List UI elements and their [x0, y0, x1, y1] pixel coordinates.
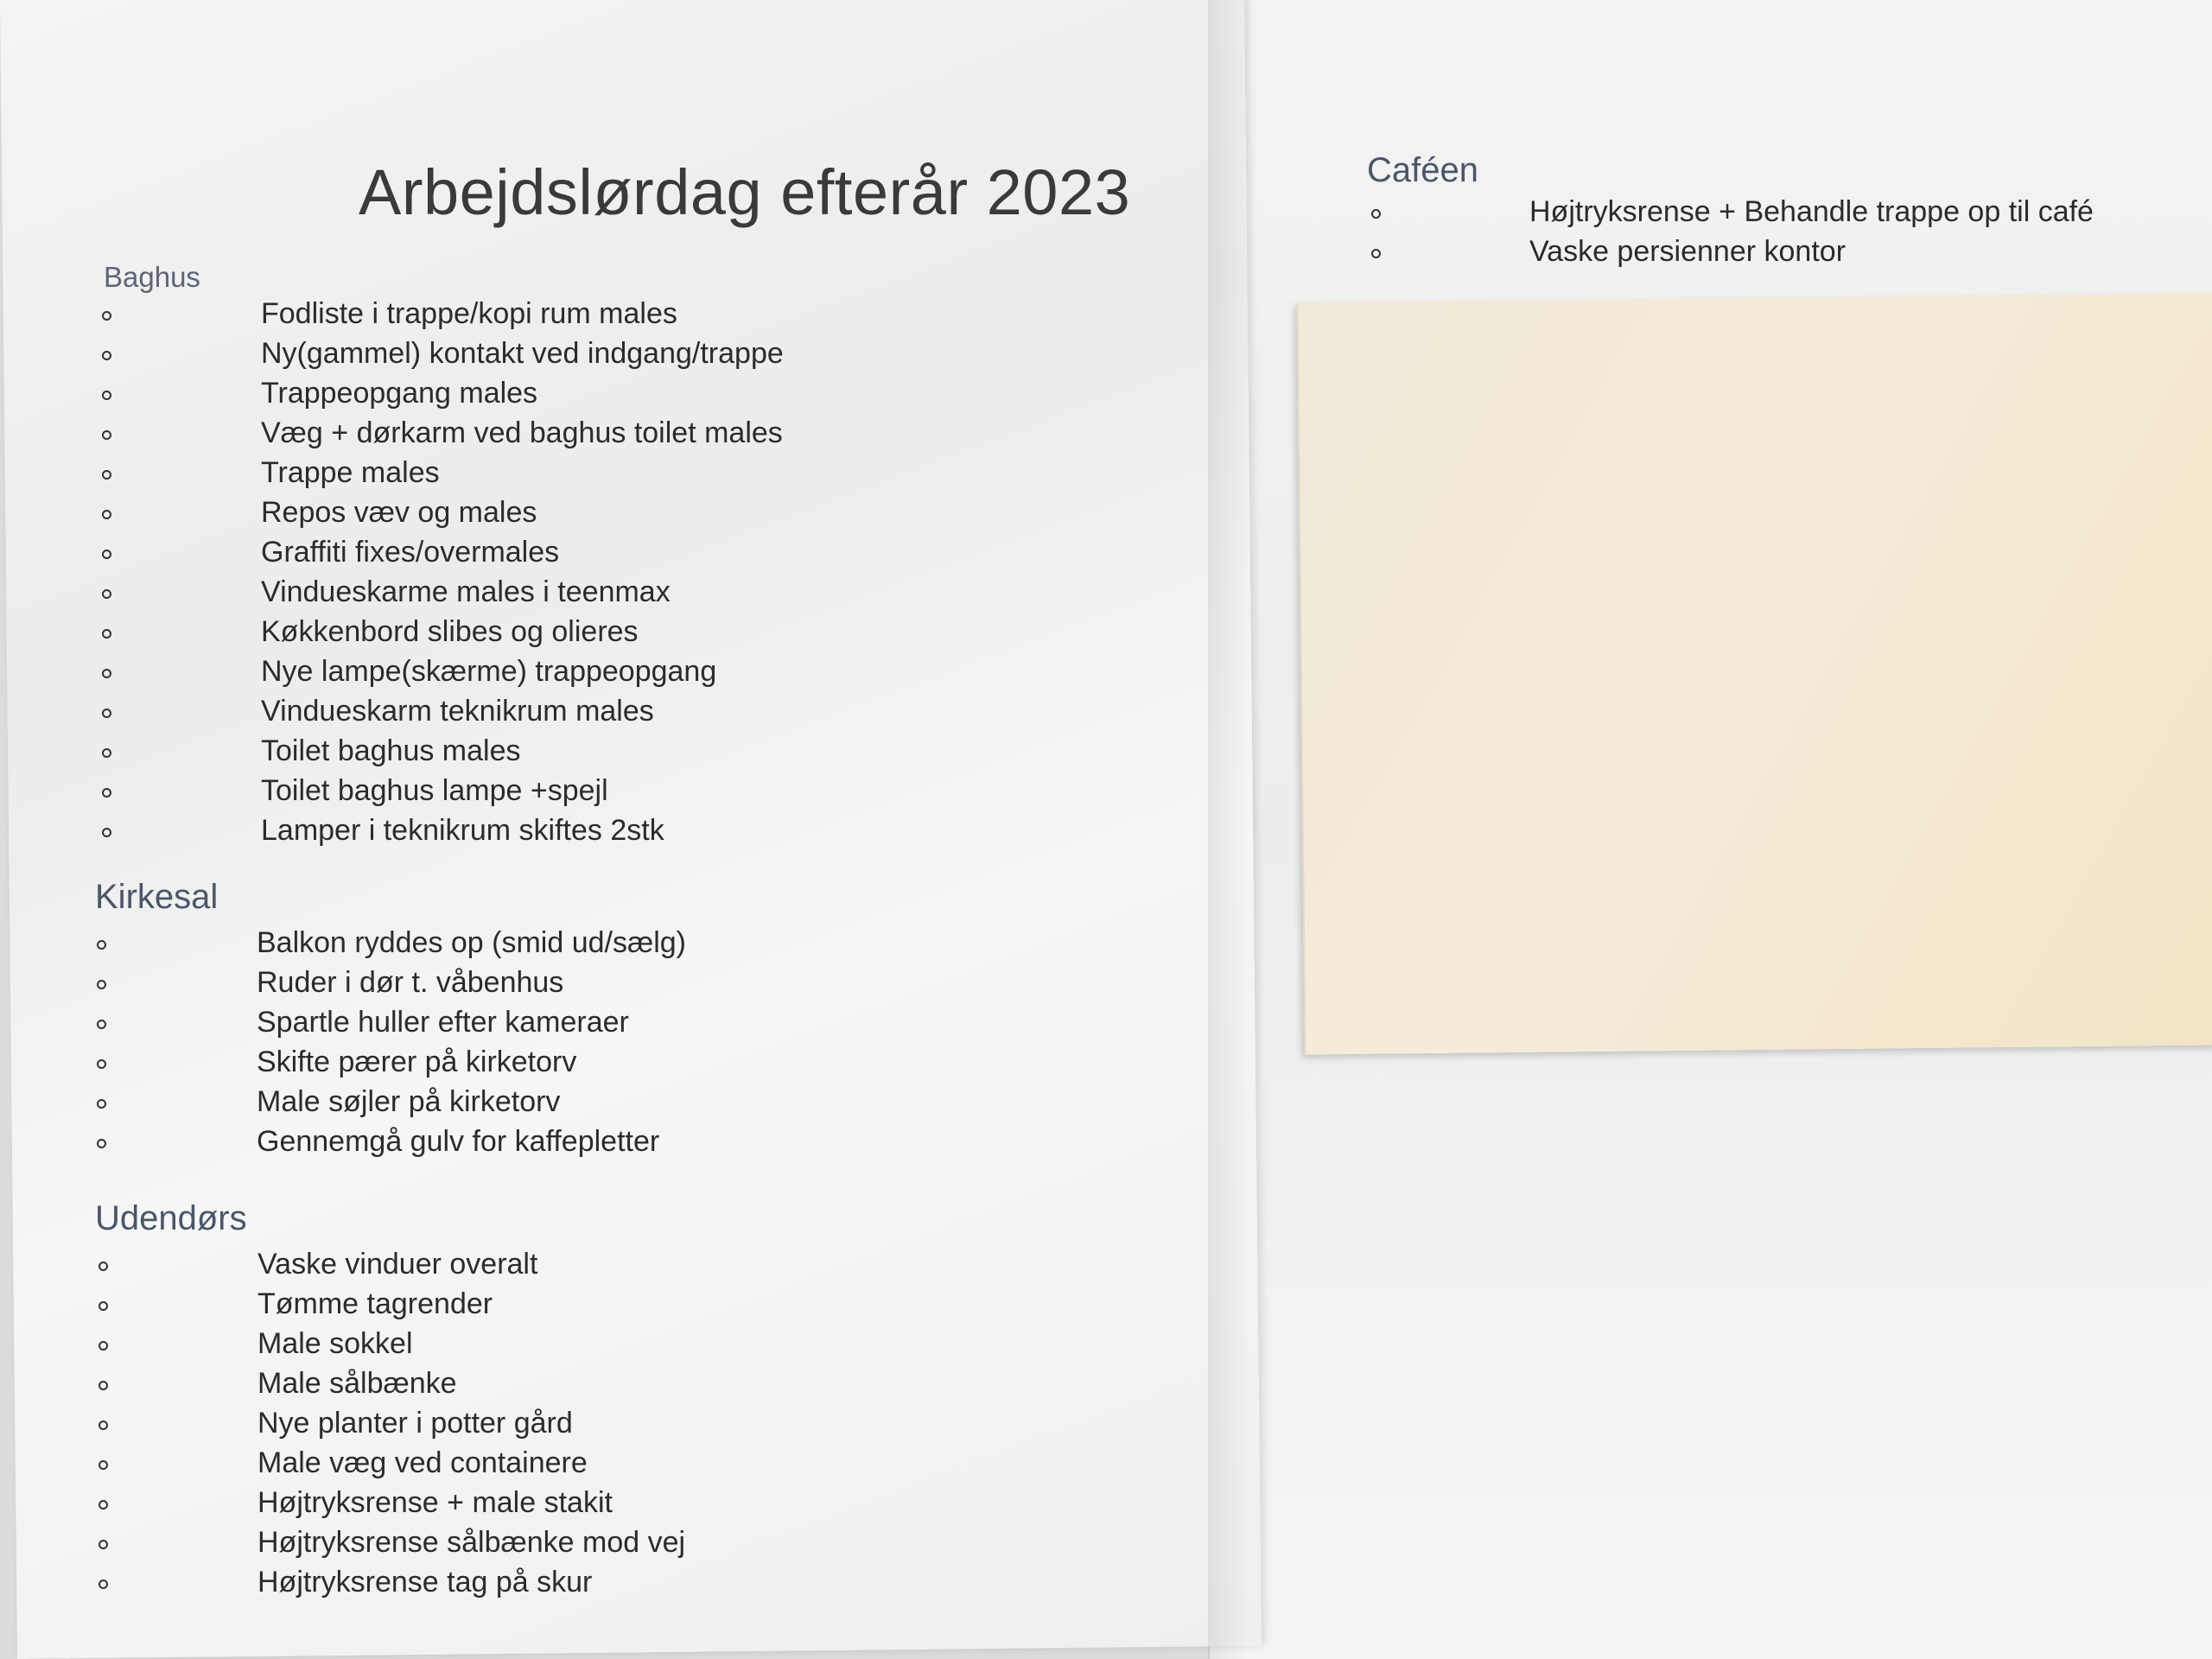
- bullet-icon: [99, 1421, 108, 1430]
- task-text: Fodliste i trappe/kopi rum males: [261, 296, 677, 330]
- bullet-icon: [102, 589, 111, 599]
- bullet-icon: [102, 430, 111, 440]
- task-text: Vaske vinduer overalt: [257, 1247, 538, 1281]
- task-text: Højtryksrense sålbænke mod vej: [257, 1525, 686, 1559]
- section-heading-kirkesal: Kirkesal: [95, 878, 219, 916]
- task-text: Ruder i dør t. våbenhus: [257, 965, 564, 999]
- document-title: Arbejdslørdag efterår 2023: [359, 156, 1131, 228]
- bullet-icon: [99, 1301, 108, 1311]
- task-text: Skifte pærer på kirketorv: [257, 1045, 577, 1078]
- bullet-icon: [99, 1460, 108, 1470]
- task-text: Trappeopgang males: [261, 376, 538, 410]
- bullet-icon: [99, 1381, 108, 1390]
- task-text: Balkon ryddes op (smid ud/sælg): [257, 925, 687, 959]
- page-edge-shadow: [1208, 0, 1249, 1659]
- bullet-icon: [102, 748, 111, 758]
- task-text: Male søjler på kirketorv: [257, 1084, 561, 1118]
- task-text: Køkkenbord slibes og olieres: [261, 614, 639, 648]
- bullet-icon: [97, 1059, 106, 1069]
- bullet-icon: [102, 391, 111, 400]
- task-text: Nye lampe(skærme) trappeopgang: [261, 654, 717, 688]
- bullet-icon: [102, 709, 111, 718]
- bullet-icon: [102, 470, 111, 480]
- bullet-icon: [99, 1262, 108, 1271]
- task-text: Male sålbænke: [257, 1366, 457, 1400]
- bullet-icon: [102, 669, 111, 678]
- section-heading-baghus: Baghus: [104, 261, 200, 293]
- task-text: Graffiti fixes/overmales: [261, 535, 560, 569]
- bullet-icon: [99, 1500, 108, 1510]
- task-text: Trappe males: [261, 455, 440, 489]
- task-text: Ny(gammel) kontakt ved indgang/trappe: [261, 336, 784, 370]
- task-text: Højtryksrense tag på skur: [257, 1565, 593, 1599]
- bullet-icon: [102, 629, 111, 639]
- task-text: Højtryksrense + male stakit: [257, 1485, 613, 1519]
- task-text: Vaske persienner kontor: [1529, 234, 1847, 268]
- task-text: Toilet baghus males: [261, 734, 521, 767]
- task-text: Vindueskarme males i teenmax: [261, 575, 671, 608]
- task-text: Vindueskarm teknikrum males: [261, 694, 654, 728]
- bullet-icon: [102, 510, 111, 519]
- task-text: Nye planter i potter gård: [257, 1406, 573, 1440]
- bullet-icon: [102, 311, 111, 321]
- bullet-icon: [1371, 209, 1381, 219]
- task-text: Væg + dørkarm ved baghus toilet males: [261, 416, 783, 449]
- task-text: Højtryksrense + Behandle trappe op til café: [1529, 194, 2094, 228]
- task-text: Male væg ved containere: [257, 1446, 588, 1479]
- bullet-icon: [97, 980, 106, 989]
- task-text: Male sokkel: [257, 1326, 413, 1360]
- task-text: Tømme tagrender: [257, 1287, 493, 1320]
- task-text: Repos væv og males: [261, 495, 537, 529]
- bullet-icon: [99, 1580, 108, 1589]
- task-text: Gennemgå gulv for kaffepletter: [257, 1124, 660, 1158]
- bullet-icon: [102, 550, 111, 559]
- envelope: [1296, 293, 2212, 1054]
- bullet-icon: [97, 1139, 106, 1148]
- bullet-icon: [97, 1020, 106, 1029]
- bullet-icon: [97, 940, 106, 950]
- bullet-icon: [99, 1341, 108, 1351]
- task-text: Spartle huller efter kameraer: [257, 1005, 629, 1039]
- bullet-icon: [97, 1099, 106, 1109]
- bullet-icon: [102, 351, 111, 360]
- bullet-icon: [99, 1540, 108, 1549]
- section-heading-udendors: Udendørs: [95, 1199, 247, 1237]
- bullet-icon: [102, 828, 111, 837]
- bullet-icon: [1371, 249, 1381, 258]
- task-text: Lamper i teknikrum skiftes 2stk: [261, 813, 664, 847]
- task-text: Toilet baghus lampe +spejl: [261, 773, 608, 807]
- section-heading-cafeen: Caféen: [1367, 151, 1478, 189]
- bullet-icon: [102, 788, 111, 798]
